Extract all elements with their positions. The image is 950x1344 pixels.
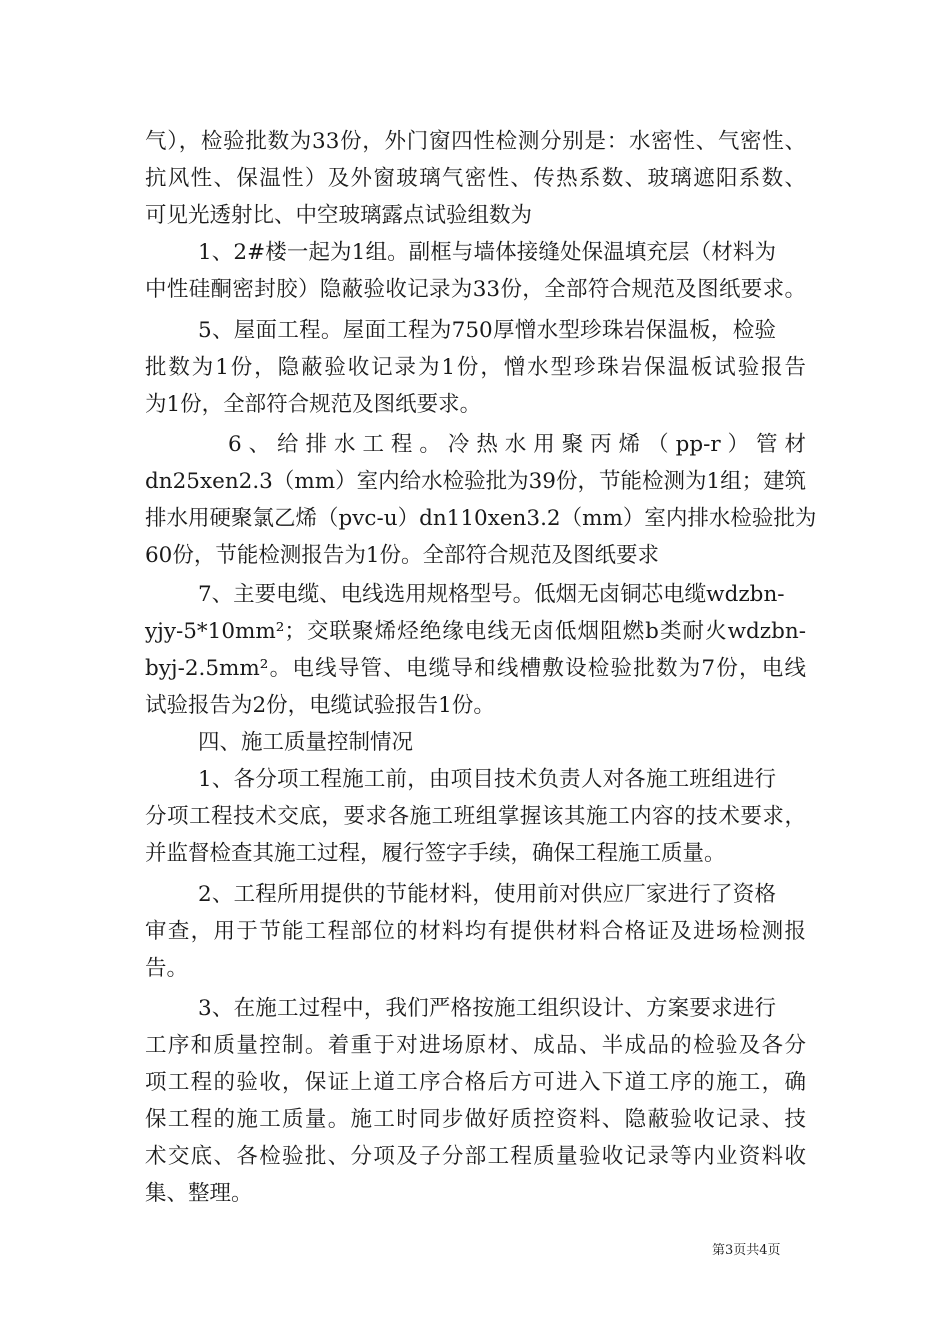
page-number: 第3页共4页 (712, 1243, 781, 1258)
text-line: 工序和质量控制。着重于对进场原材、成品、半成品的检验及各分 (145, 1033, 806, 1058)
text-line: 抗风性、保温性）及外窗玻璃气密性、传热系数、玻璃遮阳系数、 (145, 166, 806, 191)
text-line: 试验报告为2份，电缆试验报告1份。 (145, 693, 495, 718)
text-line: 可见光透射比、中空玻璃露点试验组数为 (145, 203, 533, 228)
text-line: byj-2.5mm²。电线导管、电缆导和线槽敷设检验批数为7份，电线 (145, 656, 806, 681)
text-line: 2、工程所用提供的节能材料，使用前对供应厂家进行了资格 (198, 882, 776, 907)
text-line: 术交底、各检验批、分项及子分部工程质量验收记录等内业资料收 (145, 1144, 806, 1169)
text-line: 审查，用于节能工程部位的材料均有提供材料合格证及进场检测报 (145, 919, 806, 944)
text-line: dn25xen2.3（mm）室内给水检验批为39份，节能检测为1组；建筑 (145, 469, 807, 494)
text-line: yjy-5*10mm²；交联聚烯烃绝缘电线无卤低烟阻燃b类耐火wdzbn- (145, 619, 806, 644)
text-line: 7、主要电缆、电线选用规格型号。低烟无卤铜芯电缆wdzbn- (198, 582, 785, 607)
text-line: 告。 (145, 956, 189, 981)
text-line: 保工程的施工质量。施工时同步做好质控资料、隐蔽验收记录、技 (145, 1107, 806, 1132)
section-heading: 四、施工质量控制情况 (198, 730, 414, 755)
text-line: 60份，节能检测报告为1份。全部符合规范及图纸要求 (145, 543, 660, 568)
text-line: 为1份，全部符合规范及图纸要求。 (145, 392, 482, 417)
text-line: 3、在施工过程中，我们严格按施工组织设计、方案要求进行 (198, 996, 776, 1021)
text-line: 集、整理。 (145, 1181, 253, 1206)
text-line: 中性硅酮密封胶）隐蔽验收记录为33份，全部符合规范及图纸要求。 (145, 277, 806, 302)
text-line: 排水用硬聚氯乙烯（pvc-u）dn110xen3.2（mm）室内排水检验批为 (145, 506, 817, 531)
text-line: 项工程的验收，保证上道工序合格后方可进入下道工序的施工，确 (145, 1070, 806, 1095)
text-line: 5、屋面工程。屋面工程为750厚憎水型珍珠岩保温板，检验 (198, 318, 776, 343)
text-line: 并监督检查其施工过程，履行签字手续，确保工程施工质量。 (145, 841, 726, 866)
text-line: 1、各分项工程施工前，由项目技术负责人对各施工班组进行 (198, 767, 776, 792)
text-line: 气），检验批数为33份，外门窗四性检测分别是：水密性、气密性、 (145, 129, 806, 154)
text-line: 分项工程技术交底，要求各施工班组掌握该其施工内容的技术要求， (145, 804, 806, 829)
text-line: 批数为1份，隐蔽验收记录为1份，憎水型珍珠岩保温板试验报告 (145, 355, 806, 380)
text-line: 6 、 给 排 水 工 程 。 冷 热 水 用 聚 丙 烯 （ pp-r ） 管 材 (228, 432, 806, 457)
text-line: 1、2#楼一起为1组。副框与墙体接缝处保温填充层（材料为 (198, 240, 776, 265)
